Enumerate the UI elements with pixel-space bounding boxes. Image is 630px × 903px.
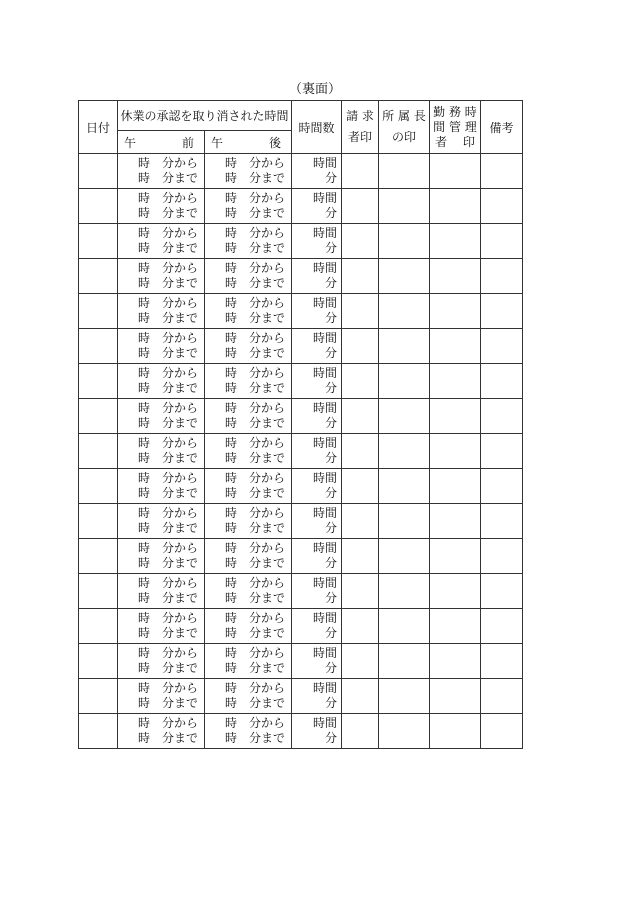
am-to: 時 分まで [138, 206, 199, 220]
am-from: 時 分から [138, 260, 199, 275]
hours-cell[interactable] [292, 679, 342, 714]
am-header [118, 131, 205, 154]
hours-cell[interactable] [292, 469, 342, 504]
hours-bottom: 分 [324, 241, 337, 255]
pm-time-cell[interactable] [205, 399, 292, 434]
requester-stamp-cell[interactable] [342, 539, 379, 574]
pm-right: 後 [268, 135, 281, 150]
hours-cell[interactable] [292, 154, 342, 189]
chief-stamp-cell[interactable] [379, 259, 430, 294]
table-row [79, 644, 523, 679]
cancellation-table [78, 100, 523, 749]
hours-top: 時間 [312, 645, 337, 660]
table-row [79, 294, 523, 329]
requester-line1: 請 求 [346, 109, 374, 123]
hours-bottom: 分 [324, 451, 337, 465]
notes-cell[interactable] [481, 539, 523, 574]
requester-stamp-cell[interactable] [342, 259, 379, 294]
chief-stamp-cell[interactable] [379, 504, 430, 539]
table-row [79, 329, 523, 364]
hours-top: 時間 [312, 330, 337, 345]
hours-cell[interactable] [292, 539, 342, 574]
hours-bottom: 分 [324, 486, 337, 500]
manager-stamp-cell[interactable] [430, 504, 481, 539]
table-row [79, 504, 523, 539]
hours-top: 時間 [312, 190, 337, 205]
notes-cell[interactable] [481, 224, 523, 259]
chief-stamp-cell[interactable] [379, 644, 430, 679]
pm-from: 時 分から [225, 400, 286, 415]
date-cell[interactable] [79, 364, 118, 399]
manager-stamp-cell[interactable] [430, 294, 481, 329]
am-to: 時 分まで [138, 731, 199, 745]
manager-stamp-cell[interactable] [430, 469, 481, 504]
hours-top: 時間 [312, 155, 337, 170]
pm-header [205, 131, 292, 154]
am-to: 時 分まで [138, 486, 199, 500]
requester-stamp-cell[interactable] [342, 189, 379, 224]
hours-cell[interactable] [292, 189, 342, 224]
pm-from: 時 分から [225, 645, 286, 660]
table-row [79, 434, 523, 469]
hours-bottom: 分 [324, 381, 337, 395]
table-row [79, 574, 523, 609]
am-from: 時 分から [138, 470, 199, 485]
pm-from: 時 分から [225, 435, 286, 450]
pm-to: 時 分まで [225, 591, 286, 605]
am-from: 時 分から [138, 400, 199, 415]
hours-top: 時間 [312, 540, 337, 555]
pm-to: 時 分まで [225, 451, 286, 465]
am-from: 時 分から [138, 575, 199, 590]
hours-top: 時間 [312, 435, 337, 450]
manager-stamp-cell[interactable] [430, 259, 481, 294]
chief-stamp-cell[interactable] [379, 189, 430, 224]
date-header: 日付 [79, 101, 118, 154]
chief-stamp-cell[interactable] [379, 154, 430, 189]
hours-bottom: 分 [324, 311, 337, 325]
notes-cell[interactable] [481, 329, 523, 364]
hours-cell[interactable] [292, 504, 342, 539]
am-to: 時 分まで [138, 276, 199, 290]
pm-time-cell[interactable] [205, 364, 292, 399]
requester-stamp-cell[interactable] [342, 294, 379, 329]
hours-top: 時間 [312, 575, 337, 590]
am-time-cell[interactable] [118, 364, 205, 399]
page-heading: （裏面） [288, 82, 341, 97]
pm-time-cell[interactable] [205, 154, 292, 189]
am-to: 時 分まで [138, 451, 199, 465]
pm-time-cell[interactable] [205, 574, 292, 609]
am-from: 時 分から [138, 365, 199, 380]
hours-cell[interactable] [292, 259, 342, 294]
cancel-time-header: 休業の承認を取り消された時間 [118, 101, 292, 131]
chief-stamp-cell[interactable] [379, 469, 430, 504]
notes-cell[interactable] [481, 574, 523, 609]
date-cell[interactable] [79, 644, 118, 679]
hours-cell[interactable] [292, 714, 342, 749]
table-row [79, 609, 523, 644]
am-from: 時 分から [138, 155, 199, 170]
pm-time-cell[interactable] [205, 224, 292, 259]
am-time-cell[interactable] [118, 714, 205, 749]
pm-time-cell[interactable] [205, 504, 292, 539]
requester-stamp-cell[interactable] [342, 224, 379, 259]
pm-time-cell[interactable] [205, 434, 292, 469]
chief-line1: 所 属 長 [382, 109, 426, 123]
am-to: 時 分まで [138, 696, 199, 710]
hours-top: 時間 [312, 505, 337, 520]
am-to: 時 分まで [138, 556, 199, 570]
requester-stamp-cell[interactable] [342, 609, 379, 644]
hours-bottom: 分 [324, 346, 337, 360]
chief-stamp-cell[interactable] [379, 224, 430, 259]
notes-header: 備考 [481, 101, 523, 154]
am-to: 時 分まで [138, 346, 199, 360]
notes-cell[interactable] [481, 259, 523, 294]
table-row [79, 154, 523, 189]
am-to: 時 分まで [138, 591, 199, 605]
chief-line2: の印 [391, 130, 416, 144]
pm-to: 時 分まで [225, 626, 286, 640]
requester-stamp-cell[interactable] [342, 329, 379, 364]
am-time-cell[interactable] [118, 399, 205, 434]
date-cell[interactable] [79, 399, 118, 434]
table-row [79, 469, 523, 504]
hours-top: 時間 [312, 715, 337, 730]
manager-stamp-cell[interactable] [430, 574, 481, 609]
am-from: 時 分から [138, 435, 199, 450]
table-row [79, 364, 523, 399]
pm-to: 時 分まで [225, 661, 286, 675]
pm-time-cell[interactable] [205, 609, 292, 644]
pm-time-cell[interactable] [205, 294, 292, 329]
manager-stamp-header [430, 101, 481, 154]
am-to: 時 分まで [138, 381, 199, 395]
table-row [79, 259, 523, 294]
date-cell[interactable] [79, 609, 118, 644]
table-row [79, 539, 523, 574]
pm-from: 時 分から [225, 575, 286, 590]
pm-to: 時 分まで [225, 381, 286, 395]
hours-top: 時間 [312, 680, 337, 695]
date-cell[interactable] [79, 679, 118, 714]
pm-to: 時 分まで [225, 346, 286, 360]
table-row [79, 399, 523, 434]
pm-from: 時 分から [225, 470, 286, 485]
hours-bottom: 分 [324, 696, 337, 710]
chief-stamp-cell[interactable] [379, 714, 430, 749]
pm-left: 午 [211, 135, 224, 150]
am-from: 時 分から [138, 225, 199, 240]
pm-to: 時 分まで [225, 731, 286, 745]
pm-to: 時 分まで [225, 486, 286, 500]
notes-cell[interactable] [481, 189, 523, 224]
hours-bottom: 分 [324, 556, 337, 570]
hours-bottom: 分 [324, 521, 337, 535]
hours-bottom: 分 [324, 731, 337, 745]
chief-stamp-cell[interactable] [379, 329, 430, 364]
pm-from: 時 分から [225, 610, 286, 625]
pm-time-cell[interactable] [205, 469, 292, 504]
am-from: 時 分から [138, 645, 199, 660]
pm-to: 時 分まで [225, 311, 286, 325]
hours-cell[interactable] [292, 364, 342, 399]
hours-header: 時間数 [292, 101, 342, 154]
manager-stamp-cell[interactable] [430, 329, 481, 364]
date-cell[interactable] [79, 434, 118, 469]
table-row [79, 189, 523, 224]
date-cell[interactable] [79, 714, 118, 749]
manager-stamp-cell[interactable] [430, 399, 481, 434]
hours-bottom: 分 [324, 661, 337, 675]
manager-line3: 者 印 [435, 134, 475, 149]
hours-cell[interactable] [292, 434, 342, 469]
manager-stamp-cell[interactable] [430, 364, 481, 399]
am-time-cell[interactable] [118, 469, 205, 504]
am-to: 時 分まで [138, 311, 199, 325]
pm-from: 時 分から [225, 260, 286, 275]
am-to: 時 分まで [138, 416, 199, 430]
am-time-cell[interactable] [118, 504, 205, 539]
hours-bottom: 分 [324, 416, 337, 430]
manager-stamp-cell[interactable] [430, 644, 481, 679]
am-to: 時 分まで [138, 171, 199, 185]
hours-top: 時間 [312, 295, 337, 310]
requester-stamp-cell[interactable] [342, 644, 379, 679]
manager-stamp-cell[interactable] [430, 714, 481, 749]
pm-from: 時 分から [225, 505, 286, 520]
hours-top: 時間 [312, 225, 337, 240]
requester-stamp-cell[interactable] [342, 504, 379, 539]
manager-stamp-cell[interactable] [430, 154, 481, 189]
pm-time-cell[interactable] [205, 714, 292, 749]
chief-stamp-cell[interactable] [379, 399, 430, 434]
requester-stamp-cell[interactable] [342, 714, 379, 749]
manager-line2: 間 管 理 [433, 119, 477, 134]
date-cell[interactable] [79, 504, 118, 539]
am-from: 時 分から [138, 330, 199, 345]
requester-stamp-cell[interactable] [342, 469, 379, 504]
pm-time-cell[interactable] [205, 259, 292, 294]
notes-cell[interactable] [481, 504, 523, 539]
table-row [79, 714, 523, 749]
chief-stamp-header [379, 101, 430, 154]
am-right: 前 [181, 135, 194, 150]
notes-cell[interactable] [481, 399, 523, 434]
date-cell[interactable] [79, 154, 118, 189]
am-from: 時 分から [138, 190, 199, 205]
am-time-cell[interactable] [118, 259, 205, 294]
pm-time-cell[interactable] [205, 539, 292, 574]
date-cell[interactable] [79, 329, 118, 364]
am-time-cell[interactable] [118, 609, 205, 644]
pm-from: 時 分から [225, 190, 286, 205]
pm-to: 時 分まで [225, 416, 286, 430]
date-cell[interactable] [79, 574, 118, 609]
date-cell[interactable] [79, 224, 118, 259]
hours-bottom: 分 [324, 591, 337, 605]
pm-to: 時 分まで [225, 171, 286, 185]
requester-stamp-header [342, 101, 379, 154]
am-time-cell[interactable] [118, 434, 205, 469]
hours-cell[interactable] [292, 294, 342, 329]
am-left: 午 [124, 135, 137, 150]
am-time-cell[interactable] [118, 329, 205, 364]
hours-bottom: 分 [324, 276, 337, 290]
pm-from: 時 分から [225, 295, 286, 310]
requester-stamp-cell[interactable] [342, 434, 379, 469]
requester-stamp-cell[interactable] [342, 399, 379, 434]
manager-stamp-cell[interactable] [430, 189, 481, 224]
chief-stamp-cell[interactable] [379, 574, 430, 609]
hours-top: 時間 [312, 260, 337, 275]
notes-cell[interactable] [481, 644, 523, 679]
am-time-cell[interactable] [118, 224, 205, 259]
am-from: 時 分から [138, 680, 199, 695]
hours-cell[interactable] [292, 224, 342, 259]
hours-cell[interactable] [292, 574, 342, 609]
hours-top: 時間 [312, 400, 337, 415]
manager-stamp-cell[interactable] [430, 609, 481, 644]
notes-cell[interactable] [481, 154, 523, 189]
am-from: 時 分から [138, 295, 199, 310]
hours-cell[interactable] [292, 399, 342, 434]
hours-top: 時間 [312, 365, 337, 380]
notes-cell[interactable] [481, 294, 523, 329]
hours-top: 時間 [312, 470, 337, 485]
am-to: 時 分まで [138, 661, 199, 675]
notes-cell[interactable] [481, 469, 523, 504]
manager-stamp-cell[interactable] [430, 224, 481, 259]
hours-bottom: 分 [324, 171, 337, 185]
am-time-cell[interactable] [118, 294, 205, 329]
notes-cell[interactable] [481, 434, 523, 469]
date-cell[interactable] [79, 539, 118, 574]
requester-stamp-cell[interactable] [342, 364, 379, 399]
chief-stamp-cell[interactable] [379, 609, 430, 644]
table-row [79, 679, 523, 714]
am-to: 時 分まで [138, 241, 199, 255]
pm-to: 時 分まで [225, 241, 286, 255]
notes-cell[interactable] [481, 679, 523, 714]
pm-to: 時 分まで [225, 521, 286, 535]
notes-cell[interactable] [481, 609, 523, 644]
manager-stamp-cell[interactable] [430, 434, 481, 469]
pm-to: 時 分まで [225, 206, 286, 220]
chief-stamp-cell[interactable] [379, 539, 430, 574]
pm-from: 時 分から [225, 680, 286, 695]
hours-bottom: 分 [324, 206, 337, 220]
am-time-cell[interactable] [118, 574, 205, 609]
chief-stamp-cell[interactable] [379, 679, 430, 714]
hours-cell[interactable] [292, 644, 342, 679]
date-cell[interactable] [79, 189, 118, 224]
am-from: 時 分から [138, 610, 199, 625]
pm-time-cell[interactable] [205, 644, 292, 679]
am-time-cell[interactable] [118, 644, 205, 679]
pm-from: 時 分から [225, 715, 286, 730]
am-time-cell[interactable] [118, 679, 205, 714]
am-from: 時 分から [138, 505, 199, 520]
pm-from: 時 分から [225, 330, 286, 345]
am-time-cell[interactable] [118, 539, 205, 574]
requester-stamp-cell[interactable] [342, 574, 379, 609]
am-time-cell[interactable] [118, 154, 205, 189]
chief-stamp-cell[interactable] [379, 294, 430, 329]
hours-bottom: 分 [324, 626, 337, 640]
pm-time-cell[interactable] [205, 679, 292, 714]
am-time-cell[interactable] [118, 189, 205, 224]
pm-to: 時 分まで [225, 276, 286, 290]
manager-line1: 勤 務 時 [433, 104, 477, 119]
manager-stamp-cell[interactable] [430, 539, 481, 574]
pm-time-cell[interactable] [205, 189, 292, 224]
requester-stamp-cell[interactable] [342, 679, 379, 714]
chief-stamp-cell[interactable] [379, 434, 430, 469]
notes-cell[interactable] [481, 364, 523, 399]
am-to: 時 分まで [138, 626, 199, 640]
am-to: 時 分まで [138, 521, 199, 535]
table-row [79, 224, 523, 259]
pm-time-cell[interactable] [205, 329, 292, 364]
hours-cell[interactable] [292, 609, 342, 644]
record-rows [79, 154, 523, 749]
pm-to: 時 分まで [225, 556, 286, 570]
am-from: 時 分から [138, 715, 199, 730]
pm-from: 時 分から [225, 155, 286, 170]
pm-to: 時 分まで [225, 696, 286, 710]
date-cell[interactable] [79, 259, 118, 294]
hours-top: 時間 [312, 610, 337, 625]
am-from: 時 分から [138, 540, 199, 555]
pm-from: 時 分から [225, 225, 286, 240]
requester-stamp-cell[interactable] [342, 154, 379, 189]
hours-cell[interactable] [292, 329, 342, 364]
date-cell[interactable] [79, 294, 118, 329]
date-cell[interactable] [79, 469, 118, 504]
chief-stamp-cell[interactable] [379, 364, 430, 399]
manager-stamp-cell[interactable] [430, 679, 481, 714]
requester-line2: 者印 [347, 130, 372, 144]
notes-cell[interactable] [481, 714, 523, 749]
pm-from: 時 分から [225, 540, 286, 555]
pm-from: 時 分から [225, 365, 286, 380]
